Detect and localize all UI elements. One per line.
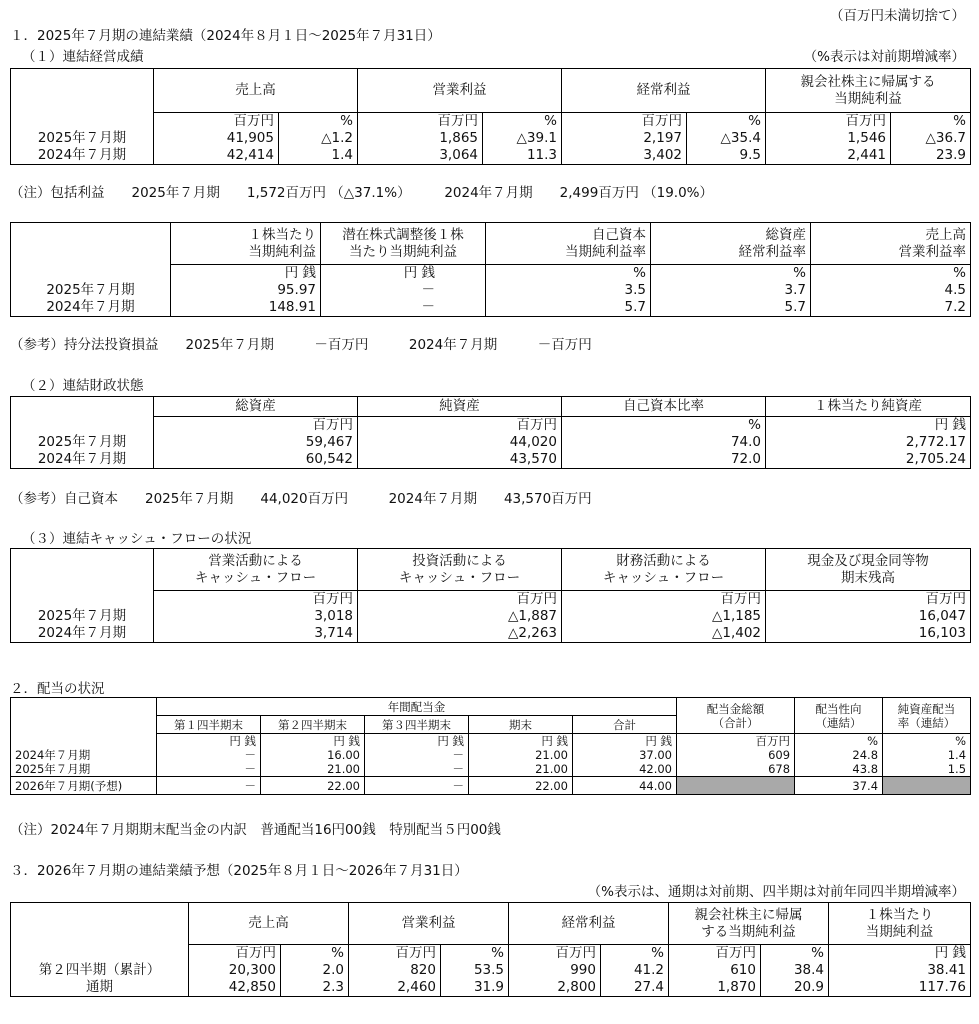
table-cell: 百万円 [154, 591, 358, 609]
col-header: １株当たり純資産 [766, 397, 971, 417]
unit-cell: % [279, 113, 358, 131]
table-cell: 27.4 [601, 979, 669, 997]
table-cell: 7.2 [811, 299, 971, 317]
table-row [11, 608, 971, 625]
table-cell: － [157, 748, 261, 762]
table-cell: 通期 [11, 979, 189, 997]
corner-cell [11, 69, 154, 113]
unit-cell: % [483, 113, 562, 131]
table-cell: 41,905 [154, 130, 279, 147]
table-row [11, 130, 971, 147]
table-cell: 百万円 [358, 417, 562, 435]
table-cell: 百万円 [189, 945, 281, 963]
ratios-table [10, 222, 971, 317]
table-cell [11, 397, 154, 417]
table-cell: % [883, 734, 971, 749]
unit-cell: 百万円 [154, 113, 279, 131]
table-cell: 95.97 [171, 282, 321, 299]
table-cell: － [157, 777, 261, 795]
table-cell: 990 [509, 962, 601, 979]
table-cell [11, 591, 154, 609]
table-cell: 2.3 [281, 979, 349, 997]
col-header: 純資産配当 率（連結） [883, 698, 971, 734]
table-cell: 2024年７月期 [11, 147, 154, 165]
table-cell: 44,020 [358, 434, 562, 451]
unit-cell: 百万円 [562, 113, 687, 131]
col-header: 総資産 [154, 397, 358, 417]
table-cell: 円 銭 [829, 945, 971, 963]
col-header: 潜在株式調整後１株 当たり当期純利益 [321, 223, 486, 265]
table-cell: 44.00 [573, 777, 677, 795]
table-cell: 60,542 [154, 451, 358, 469]
table-cell: 11.3 [483, 147, 562, 165]
table-cell: 9.5 [687, 147, 766, 165]
table-cell: % [811, 265, 971, 283]
table-cell: 3,714 [154, 625, 358, 643]
table-cell: △1,402 [562, 625, 766, 643]
sub2-title: （２）連結財政状態 [22, 378, 144, 394]
table-cell: 3,018 [154, 608, 358, 625]
table-cell: 2024年７月期 [11, 451, 154, 469]
table-cell: % [601, 945, 669, 963]
table-cell [11, 265, 171, 283]
table-cell: 3.7 [651, 282, 811, 299]
col-header: 親会社株主に帰属 する当期純利益 [669, 903, 829, 945]
table-cell: 円 銭 [766, 417, 971, 435]
table-cell: 3,064 [358, 147, 483, 165]
table-cell: 百万円 [766, 591, 971, 609]
table-cell: 2025年７月期 [11, 282, 171, 299]
table-cell: 37.00 [573, 748, 677, 762]
table-row [11, 762, 971, 777]
table-cell: 2,705.24 [766, 451, 971, 469]
table-cell: % [281, 945, 349, 963]
table-cell: 3,402 [562, 147, 687, 165]
table-cell: 16,047 [766, 608, 971, 625]
table-cell: △35.4 [687, 130, 766, 147]
table-cell: % [761, 945, 829, 963]
table-cell: 百万円 [669, 945, 761, 963]
table-cell: 百万円 [358, 591, 562, 609]
unit-note: （百万円未満切捨て） [830, 8, 965, 24]
table-row [11, 434, 971, 451]
col-header: 財務活動による キャッシュ・フロー [562, 549, 766, 591]
table-cell: 円 銭 [261, 734, 365, 749]
table-cell: % [486, 265, 651, 283]
table-cell: 20.9 [761, 979, 829, 997]
table-cell: 1.5 [883, 762, 971, 777]
table-cell: % [651, 265, 811, 283]
equity-method-note: （参考）持分法投資損益 2025年７月期 －百万円 2024年７月期 －百万円 [10, 337, 592, 353]
table-cell: 1.4 [279, 147, 358, 165]
table-row [11, 451, 971, 469]
col-header: 売上高 営業利益率 [811, 223, 971, 265]
table-cell: 2025年７月期 [11, 130, 154, 147]
table-cell: － [321, 299, 486, 317]
table-cell: 41.2 [601, 962, 669, 979]
table-cell: 609 [677, 748, 795, 762]
cash-flow-table [10, 548, 971, 643]
table-row [11, 777, 971, 795]
table-cell: 148.91 [171, 299, 321, 317]
table-cell: 5.7 [486, 299, 651, 317]
table-row [11, 299, 971, 317]
table-cell: 16.00 [261, 748, 365, 762]
col-header: 営業利益 [358, 69, 562, 113]
comprehensive-income-note: （注）包括利益 2025年７月期 1,572百万円 （△37.1%） 2024年７月期 2,499百万円 （19.0%） [10, 185, 713, 201]
table-cell: 百万円 [677, 734, 795, 749]
col-header: 純資産 [358, 397, 562, 417]
unit-cell: 百万円 [766, 113, 891, 131]
unit-cell: % [891, 113, 971, 131]
table-cell: 百万円 [349, 945, 441, 963]
table-cell: 2025年７月期 [11, 762, 157, 777]
table-cell: 2024年７月期 [11, 748, 157, 762]
col-header: 現金及び現金同等物 期末残高 [766, 549, 971, 591]
table-cell: 74.0 [562, 434, 766, 451]
table-cell: 円 銭 [365, 734, 469, 749]
table-cell: 2026年７月期(予想) [11, 777, 157, 795]
col-header: 総資産 経常利益率 [651, 223, 811, 265]
table-cell: 2024年７月期 [11, 299, 171, 317]
financial-position-table [10, 396, 971, 469]
table-cell: 820 [349, 962, 441, 979]
table-cell: 1,546 [766, 130, 891, 147]
table-cell: 42,850 [189, 979, 281, 997]
table-cell: 2024年７月期 [11, 625, 154, 643]
table-cell: 2,441 [766, 147, 891, 165]
col-header: １株当たり 当期純利益 [171, 223, 321, 265]
table-cell: 38.4 [761, 962, 829, 979]
table-cell: % [441, 945, 509, 963]
table-cell [11, 417, 154, 435]
col-header: 営業利益 [349, 903, 509, 945]
col-header: 自己資本 当期純利益率 [486, 223, 651, 265]
col-header: 投資活動による キャッシュ・フロー [358, 549, 562, 591]
table-cell: 1,870 [669, 979, 761, 997]
table-cell: 678 [677, 762, 795, 777]
table-cell: △1,887 [358, 608, 562, 625]
annual-dividend-header: 年間配当金 [157, 698, 677, 716]
sub1-title: （１）連結経営成績 [22, 49, 144, 65]
table-row [11, 962, 971, 979]
table-cell: △39.1 [483, 130, 562, 147]
table-cell [11, 549, 154, 591]
col-header: 第２四半期末 [261, 716, 365, 734]
operating-results-table [10, 68, 971, 165]
table-cell: % [562, 417, 766, 435]
table-cell: 24.8 [795, 748, 883, 762]
col-header: 売上高 [154, 69, 358, 113]
table-cell: 20,300 [189, 962, 281, 979]
equity-note: （参考）自己資本 2025年７月期 44,020百万円 2024年７月期 43,570百万円 [10, 491, 592, 507]
table-cell: 72.0 [562, 451, 766, 469]
table-cell: 16,103 [766, 625, 971, 643]
col-header: 配当性向 （連結） [795, 698, 883, 734]
table-cell: 2025年７月期 [11, 434, 154, 451]
table-cell: 百万円 [509, 945, 601, 963]
table-cell: 第２四半期（累計） [11, 962, 189, 979]
table-cell: 円 銭 [321, 265, 486, 283]
section3-title: ３．2026年７月期の連結業績予想（2025年８月１日～2026年７月31日） [10, 863, 468, 879]
table-cell: 117.76 [829, 979, 971, 997]
table-cell [11, 903, 189, 945]
table-cell: 2,460 [349, 979, 441, 997]
table-cell: △1,185 [562, 608, 766, 625]
table-cell: 5.7 [651, 299, 811, 317]
col-header: １株当たり 当期純利益 [829, 903, 971, 945]
table-cell: 1,865 [358, 130, 483, 147]
table-cell: 3.5 [486, 282, 651, 299]
col-header: 期末 [469, 716, 573, 734]
table-row [11, 282, 971, 299]
table-row [11, 748, 971, 762]
col-header: 経常利益 [562, 69, 766, 113]
table-cell: 2,197 [562, 130, 687, 147]
table-row [11, 147, 971, 165]
section3-note: （%表示は、通期は対前期、四半期は対前年同四半期増減率） [587, 884, 965, 900]
table-row [11, 979, 971, 997]
table-cell: 610 [669, 962, 761, 979]
table-cell: 円 銭 [157, 734, 261, 749]
forecast-table [10, 902, 971, 997]
table-cell: 4.5 [811, 282, 971, 299]
table-cell: △2,263 [358, 625, 562, 643]
dividend-note: （注）2024年７月期期末配当金の内訳 普通配当16円00銭 特別配当５円00銭 [10, 822, 501, 838]
table-cell [11, 734, 157, 749]
table-cell: % [795, 734, 883, 749]
col-header: 配当金総額 （合計） [677, 698, 795, 734]
table-cell: 21.00 [261, 762, 365, 777]
table-cell: 2,800 [509, 979, 601, 997]
shaded-cell [677, 777, 795, 795]
table-cell: 百万円 [154, 417, 358, 435]
table-cell: △36.7 [891, 130, 971, 147]
table-cell: 1.4 [883, 748, 971, 762]
table-cell: 百万円 [562, 591, 766, 609]
table-cell: 38.41 [829, 962, 971, 979]
table-cell: 2,772.17 [766, 434, 971, 451]
table-cell: 22.00 [469, 777, 573, 795]
table-cell: 円 銭 [469, 734, 573, 749]
table-cell: 43,570 [358, 451, 562, 469]
table-cell: 円 銭 [573, 734, 677, 749]
table-cell: 2025年７月期 [11, 608, 154, 625]
table-cell: － [365, 777, 469, 795]
col-header: 営業活動による キャッシュ・フロー [154, 549, 358, 591]
table-cell: △1.2 [279, 130, 358, 147]
table-cell: 42,414 [154, 147, 279, 165]
table-cell: 23.9 [891, 147, 971, 165]
section2-title: ２．配当の状況 [10, 681, 105, 697]
shaded-cell [883, 777, 971, 795]
col-header: 自己資本比率 [562, 397, 766, 417]
table-cell: － [365, 748, 469, 762]
table-cell [11, 113, 154, 131]
col-header: 第３四半期末 [365, 716, 469, 734]
dividends-table [10, 697, 971, 795]
unit-cell: 百万円 [358, 113, 483, 131]
table-cell: － [157, 762, 261, 777]
table-cell [11, 223, 171, 265]
sub1-note: （%表示は対前期増減率） [803, 49, 965, 65]
unit-cell: % [687, 113, 766, 131]
sub3-title: （３）連結キャッシュ・フローの状況 [22, 531, 252, 547]
col-header: 第１四半期末 [157, 716, 261, 734]
table-cell: 21.00 [469, 762, 573, 777]
table-cell: 22.00 [261, 777, 365, 795]
table-cell: 43.8 [795, 762, 883, 777]
table-cell: － [365, 762, 469, 777]
table-cell: 21.00 [469, 748, 573, 762]
table-cell [11, 698, 157, 716]
col-header: 合計 [573, 716, 677, 734]
col-header: 売上高 [189, 903, 349, 945]
table-cell: － [321, 282, 486, 299]
table-cell: 53.5 [441, 962, 509, 979]
table-cell: 59,467 [154, 434, 358, 451]
section1-title: １．2025年７月期の連結業績（2024年８月１日～2025年７月31日） [10, 28, 441, 44]
table-cell: 31.9 [441, 979, 509, 997]
table-cell [11, 716, 157, 734]
col-header: 親会社株主に帰属する 当期純利益 [766, 69, 971, 113]
table-cell: 37.4 [795, 777, 883, 795]
table-cell [11, 945, 189, 963]
col-header: 経常利益 [509, 903, 669, 945]
table-row [11, 625, 971, 643]
table-cell: 42.00 [573, 762, 677, 777]
table-cell: 2.0 [281, 962, 349, 979]
table-cell: 円 銭 [171, 265, 321, 283]
